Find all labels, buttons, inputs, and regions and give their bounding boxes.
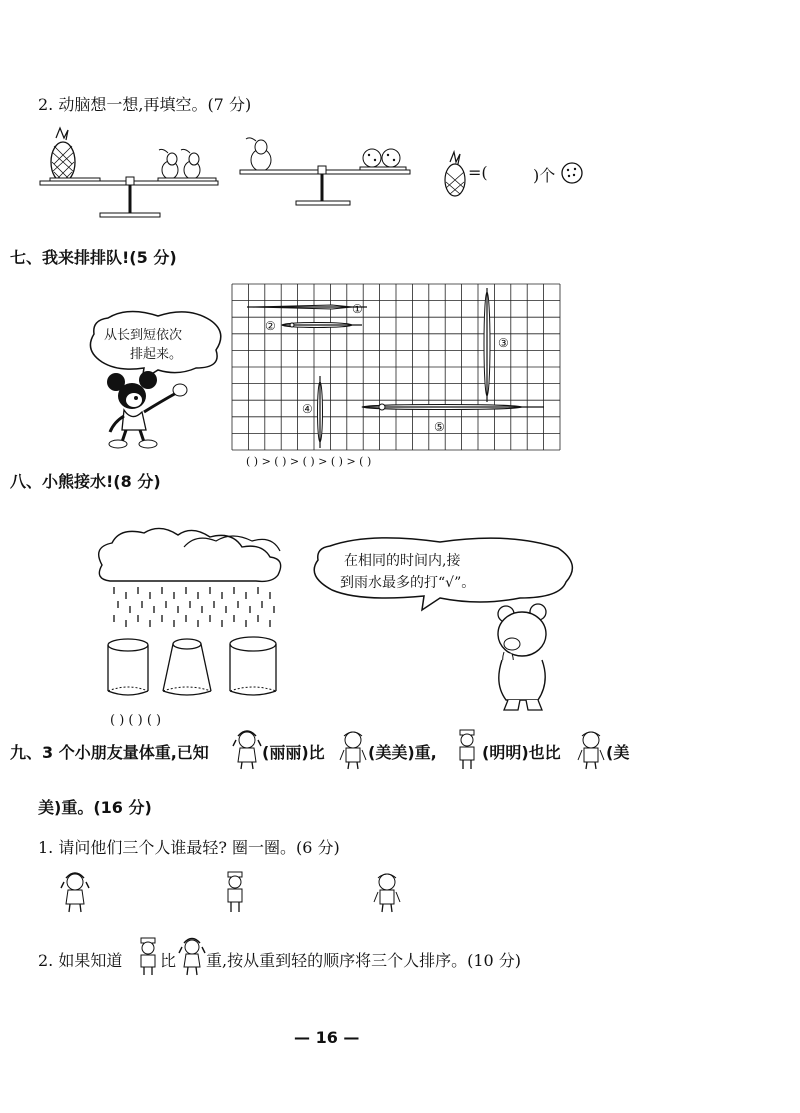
boy-mingming-icon[interactable] (222, 870, 248, 914)
girl-meimei-icon (576, 728, 606, 770)
bear-illustration (490, 604, 556, 714)
question-9-line1-e: (美 (606, 743, 630, 762)
girl-lili-icon (178, 936, 206, 976)
sorting-grid (232, 284, 562, 452)
oranges-icon (363, 149, 400, 167)
grid-lines (232, 284, 560, 450)
page-number: — 16 — (294, 1028, 360, 1047)
cup-wide-cylinder (228, 635, 278, 699)
boy-mingming-icon (136, 936, 160, 976)
question-9-line1-a: 九、3 个小朋友量体重,已知 (10, 743, 209, 762)
rain-drops (114, 587, 274, 627)
cup-answers[interactable]: ( ) ( ) ( ) (110, 713, 162, 728)
label-2: ② (265, 319, 276, 333)
cup-cylinder (106, 637, 150, 699)
girl-lili-icon[interactable] (60, 870, 90, 914)
bear-bubble-line-2: 到雨水最多的打“√”。 (340, 575, 476, 591)
answer-prefix: =( (468, 163, 488, 182)
question-9-sub2-b: 比 (160, 951, 177, 970)
order-answer-row[interactable]: ( ) > ( ) > ( ) > ( ) > ( ) (246, 455, 372, 468)
balance-scale-1 (38, 128, 223, 220)
bear-bubble-line-1: 在相同的时间内,接 (344, 553, 461, 569)
cup-cone (160, 637, 214, 699)
boy-mingming-icon (454, 728, 480, 770)
mickey-illustration (102, 372, 188, 448)
pears-icon (159, 149, 200, 179)
question-9-line1-d: (明明)也比 (482, 743, 561, 762)
bubble-line-2: 排起来。 (130, 347, 183, 362)
girl-lili-icon (232, 728, 262, 770)
pear-icon (246, 138, 271, 171)
answer-suffix: )个 (533, 166, 556, 185)
question-9-line1-c: (美美)重, (368, 743, 437, 762)
question-9-sub2-a: 2. 如果知道 (38, 951, 123, 970)
question-7-title: 七、我来排排队!(5 分) (10, 248, 177, 267)
girl-meimei-icon[interactable] (372, 870, 402, 914)
question-8-title: 八、小熊接水!(8 分) (10, 472, 161, 491)
orange-icon (560, 161, 584, 185)
balance-scale-2 (232, 138, 412, 210)
label-3: ③ (498, 336, 509, 350)
label-1: ① (352, 302, 363, 316)
sorting-line-2 (282, 323, 362, 328)
answer-blank-oranges[interactable] (492, 162, 532, 184)
pineapple-icon (442, 152, 470, 198)
rain-cloud-illustration (92, 525, 292, 629)
question-9-line2: 美)重。(16 分) (38, 798, 152, 817)
pineapple-icon (51, 128, 75, 182)
question-9-sub2-c: 重,按从重到轻的顺序将三个人排序。(10 分) (206, 951, 522, 970)
question-6-2-title: 2. 动脑想一想,再填空。(7 分) (38, 95, 252, 114)
girl-meimei-icon (338, 728, 368, 770)
bubble-line-1: 从长到短依次 (104, 328, 183, 343)
sorting-line-3 (484, 288, 490, 402)
sorting-line-5 (362, 404, 544, 410)
question-9-sub1: 1. 请问他们三个人谁最轻? 圈一圈。(6 分) (38, 838, 340, 857)
label-4: ④ (302, 402, 313, 416)
sorting-line-4 (318, 376, 323, 448)
question-9-line1-b: (丽丽)比 (262, 743, 325, 762)
label-5: ⑤ (434, 420, 445, 434)
